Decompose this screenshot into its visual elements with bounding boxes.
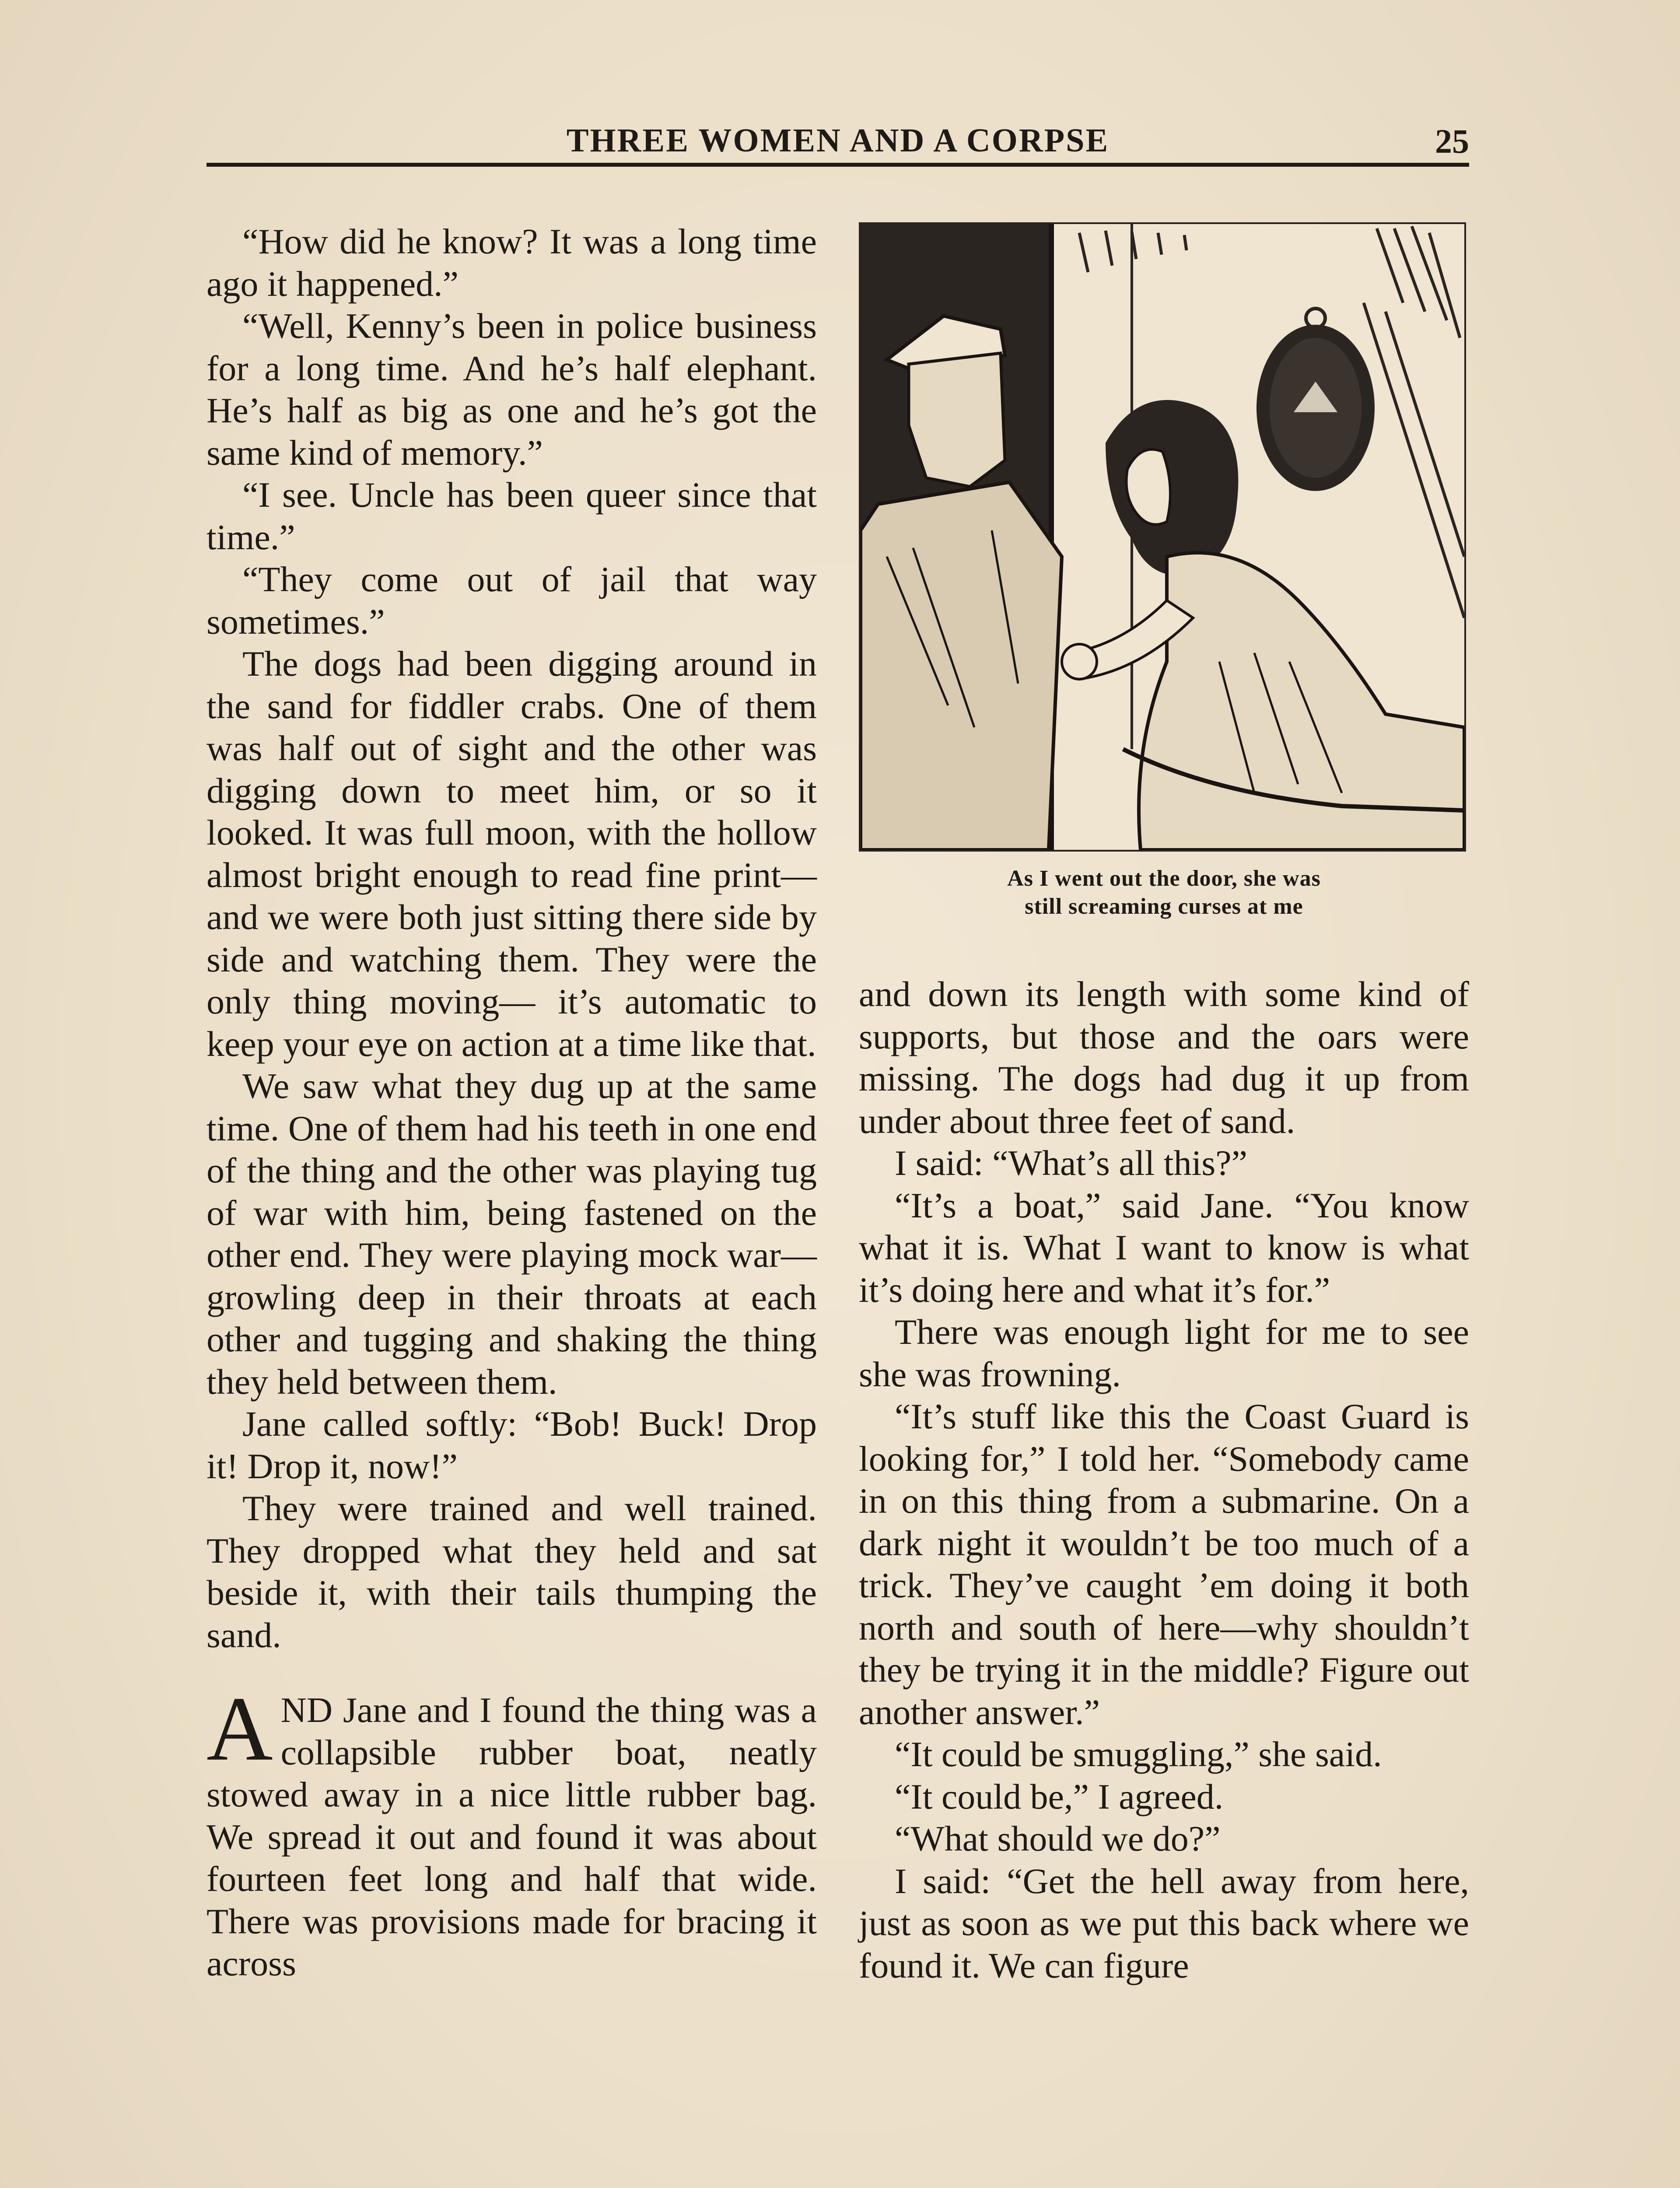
paragraph: “It could be smuggling,” she said. (895, 1734, 1382, 1774)
paragraph: “I see. Uncle has been queer since that time.” (206, 475, 817, 557)
paragraph: “It could be,” I agreed. (895, 1776, 1224, 1816)
dropcap-letter: A (206, 1678, 273, 1780)
right-column (859, 973, 1469, 1987)
paragraph: There was enough light for me to see she was frowning. (859, 1312, 1469, 1394)
dropcap-paragraph-text: ND Jane and I found the thing was a collapsible rubber boat, neatly stowed away in a nice little rubber bag. We spread it out and found it was about fourteen feet long and half that wide. There was provisions made for bracing it across (206, 1690, 817, 1983)
paragraph: “It’s a boat,” said Jane. “You know what it is. What I want to know is what it’s doing here and what it’s for.” (859, 1185, 1469, 1310)
paragraph: The dogs had been digging around in the sand for fiddler crabs. One of them was half out of sight and the other was digging down to meet him, or so it looked. It was full moon, with the hollow almost bright enough to read fine print— and we were both just sitting there side by side and watching them. They were the only thing moving— it’s automatic to keep your eye on action at a time like that. (206, 644, 817, 1064)
caption-line: As I went out the door, she was (1007, 866, 1321, 891)
paragraph: I said: “Get the hell away from here, just as soon as we put this back where we found it. We can figure (859, 1861, 1469, 1985)
paragraph: and down its length with some kind of supports, but those and the oars were missing. The dogs had dug it up from under about three feet of sand. (859, 974, 1469, 1141)
paragraph: “What should we do?” (895, 1819, 1221, 1858)
caption-line: still screaming curses at me (1025, 894, 1303, 919)
paragraph: “It’s stuff like this the Coast Guard is looking for,” I told her. “Somebody came in on this thing from a submarine. On a dark night it wouldn’t be too much of a trick. They’ve caught ’em doing it both north and south of here—why shouldn’t they be trying it in the middle? Figure out another answer.” (859, 1396, 1469, 1732)
paragraph: They were trained and well trained. They dropped what they held and sat beside it, with their tails thumping the sand. (206, 1488, 817, 1655)
illustration-caption (859, 865, 1469, 921)
page-header (206, 117, 1469, 165)
dropcap-paragraph (206, 1678, 817, 1985)
page-number: 25 (1435, 122, 1469, 160)
paragraph: Jane called softly: “Bob! Buck! Drop it! Drop it, now!” (206, 1404, 817, 1486)
paragraph: “How did he know? It was a long time ago it happened.” (206, 221, 817, 304)
paragraph: I said: “What’s all this?” (895, 1143, 1248, 1183)
paragraph: “Well, Kenny’s been in police business for a long time. And he’s half elephant. He’s half as big as one and he’s got the same kind of memory.” (206, 306, 817, 473)
paragraph: “They come out of jail that way sometimes.” (206, 559, 817, 642)
left-column (206, 221, 817, 1985)
paragraph: We saw what they dug up at the same time. One of them had his teeth in one end of the thing and the other was playing tug of war with him, being fastened on the other end. They were playing mock war— growling deep in their throats at each other and tugging and shaking the thing they held between them. (206, 1066, 817, 1402)
running-title: THREE WOMEN AND A CORPSE (566, 122, 1110, 159)
story-illustration (859, 222, 1466, 852)
header-rule (206, 163, 1469, 167)
